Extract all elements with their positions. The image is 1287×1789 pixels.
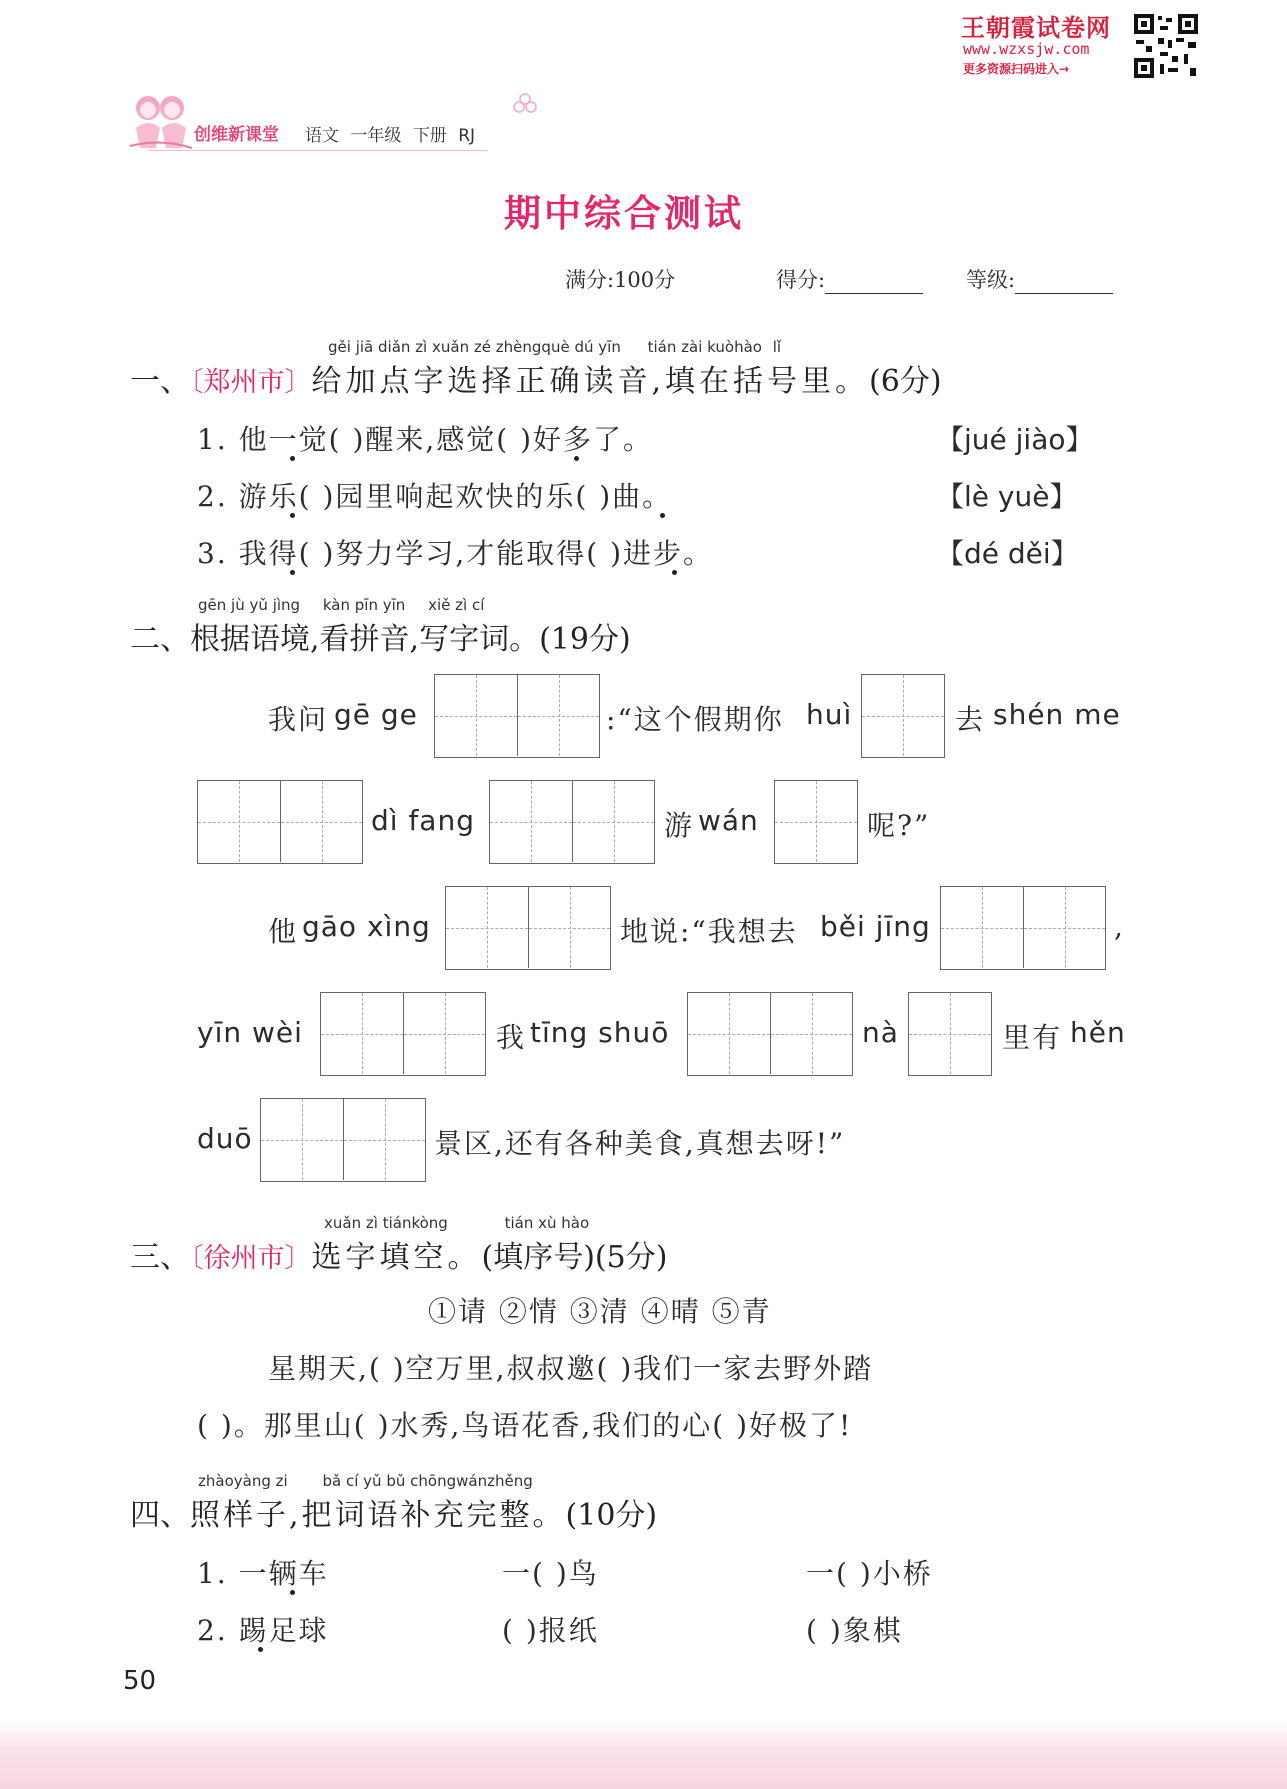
writing-box-henduo[interactable]: [260, 1098, 426, 1182]
region-tag: 〔郑州市〕: [190, 367, 312, 398]
flower-icon: [512, 92, 538, 118]
brand-tagline: 更多资源扫码进入→: [963, 62, 1070, 76]
text: ,: [1114, 910, 1125, 943]
volume: 下册: [412, 126, 447, 146]
grade-label: 等级:: [966, 268, 1016, 292]
writing-box-tingshuo[interactable]: [687, 992, 853, 1076]
grade-field[interactable]: [966, 264, 1113, 294]
passage-line-1[interactable]: 星期天,( )空万里,叔叔邀( )我们一家去野外踏: [268, 1352, 874, 1385]
text: 地说:“我想去: [620, 915, 798, 948]
options-1-1: 【jué jiào】: [936, 423, 1094, 456]
writing-box-beijing[interactable]: [940, 886, 1106, 970]
course-meta: [305, 121, 475, 146]
pinyin-prompt: běi jīng: [820, 910, 931, 943]
region-tag: 〔徐州市〕: [190, 1243, 312, 1274]
footer-band: [0, 1721, 1287, 1789]
text: 里有: [1002, 1021, 1063, 1054]
question-1-2[interactable]: 2. 游乐( )园里响起欢快的乐( )曲。: [197, 480, 673, 513]
writing-box-gege[interactable]: [434, 674, 600, 758]
question-1-3[interactable]: 3. 我得( )努力学习,才能取得( )进步。: [197, 537, 714, 570]
section4-heading: [130, 1490, 657, 1534]
text: 呢?”: [867, 809, 931, 842]
section-title: 照样子,把词语补充完整。: [190, 1498, 566, 1533]
pinyin-prompt: gāo xìng: [302, 910, 431, 943]
pinyin-prompt: gē ge: [334, 698, 418, 731]
text: :“这个假期你: [606, 703, 784, 736]
section3-pinyin: xuǎn zì tiánkòng tián xù hào: [324, 1214, 590, 1232]
writing-box-hui[interactable]: [861, 674, 945, 758]
section4-pinyin: zhàoyàng zi bǎ cí yǔ bǔ chōngwánzhěng: [198, 1472, 533, 1490]
section-title: 选字填空。: [311, 1240, 482, 1275]
mascot-kids-icon: [126, 88, 196, 156]
score-field[interactable]: [776, 264, 923, 294]
example-1: 1. 一辆车: [197, 1557, 329, 1590]
writing-box-gaoxing[interactable]: [445, 886, 611, 970]
full-marks: 满分:100分: [565, 268, 676, 292]
text: 游: [664, 809, 695, 842]
writing-box-difang[interactable]: [489, 780, 655, 864]
example-2: 2. 踢足球: [197, 1614, 329, 1647]
qr-code-icon[interactable]: [1132, 12, 1200, 80]
section3-heading: [130, 1232, 667, 1276]
text: 去: [955, 703, 986, 736]
section-points: (10分): [565, 1498, 658, 1533]
text: 我: [496, 1021, 527, 1054]
page-title: 期中综合测试: [504, 192, 744, 235]
section-title: 给加点字选择正确读音,填在括号里。: [311, 364, 870, 399]
pinyin-prompt: dì fang: [371, 804, 475, 837]
section-number: 四、: [130, 1498, 190, 1533]
brand-title: 王朝霞试卷网: [961, 13, 1111, 42]
brand-url[interactable]: www.wzxsjw.com: [963, 40, 1090, 58]
options-1-2: 【lè yuè】: [936, 480, 1078, 513]
fill-1c[interactable]: 一( )小桥: [806, 1557, 933, 1590]
section-number: 二、: [130, 622, 190, 657]
section-points: (6分): [869, 364, 942, 399]
fill-2c[interactable]: ( )象棋: [806, 1614, 903, 1647]
options-1-3: 【dé děi】: [936, 537, 1079, 570]
pinyin-prompt: hěn: [1070, 1016, 1126, 1049]
writing-box-na[interactable]: [908, 992, 992, 1076]
edition: RJ: [458, 126, 476, 146]
section-number: 一、: [130, 364, 190, 399]
pinyin-prompt: wán: [698, 804, 759, 837]
pinyin-prompt: shén me: [993, 698, 1121, 731]
fill-2b[interactable]: ( )报纸: [502, 1614, 599, 1647]
header-divider: [148, 150, 488, 151]
writing-box-wan[interactable]: [774, 780, 858, 864]
section-title: 根据语境,看拼音,写字词。: [190, 622, 540, 657]
section2-heading: [130, 614, 631, 658]
section1-heading: [130, 356, 942, 400]
score-blank[interactable]: [825, 275, 923, 294]
page-number: 50: [123, 1666, 157, 1696]
section2-pinyin: gēn jù yǔ jìng kàn pīn yīn xiě zì cí: [198, 596, 485, 614]
character-choices: ①请 ②情 ③清 ④晴 ⑤青: [428, 1295, 772, 1328]
pinyin-prompt: nà: [862, 1016, 899, 1049]
section-note: (填序号): [481, 1240, 595, 1275]
text: 我问: [268, 703, 329, 736]
section-points: (5分): [594, 1240, 668, 1275]
pinyin-prompt: tīng shuō: [530, 1016, 670, 1049]
text: 他: [268, 915, 299, 948]
fill-1b[interactable]: 一( )鸟: [502, 1557, 599, 1590]
pinyin-prompt: huì: [806, 698, 853, 731]
section1-pinyin: gěi jiā diǎn zì xuǎn zé zhèngquè dú yīn tián zài kuòhào lǐ: [328, 338, 782, 356]
section-points: (19分): [539, 622, 631, 657]
writing-box-yinwei[interactable]: [320, 992, 486, 1076]
question-1-1[interactable]: 1. 他一觉( )醒来,感觉( )好多了。: [197, 423, 654, 456]
section-number: 三、: [130, 1240, 190, 1275]
text: 景区,还有各种美食,真想去呀!”: [434, 1127, 846, 1160]
passage-line-2[interactable]: ( )。那里山( )水秀,鸟语花香,我们的心( )好极了!: [197, 1409, 853, 1442]
score-label: 得分:: [776, 268, 826, 292]
writing-box-shenme[interactable]: [197, 780, 363, 864]
pinyin-prompt: duō: [197, 1122, 253, 1155]
grade: 一年级: [350, 126, 402, 146]
grade-blank[interactable]: [1015, 275, 1113, 294]
pinyin-prompt: yīn wèi: [197, 1016, 303, 1049]
series-name: 创维新课堂: [194, 125, 279, 145]
subject: 语文: [305, 126, 339, 146]
